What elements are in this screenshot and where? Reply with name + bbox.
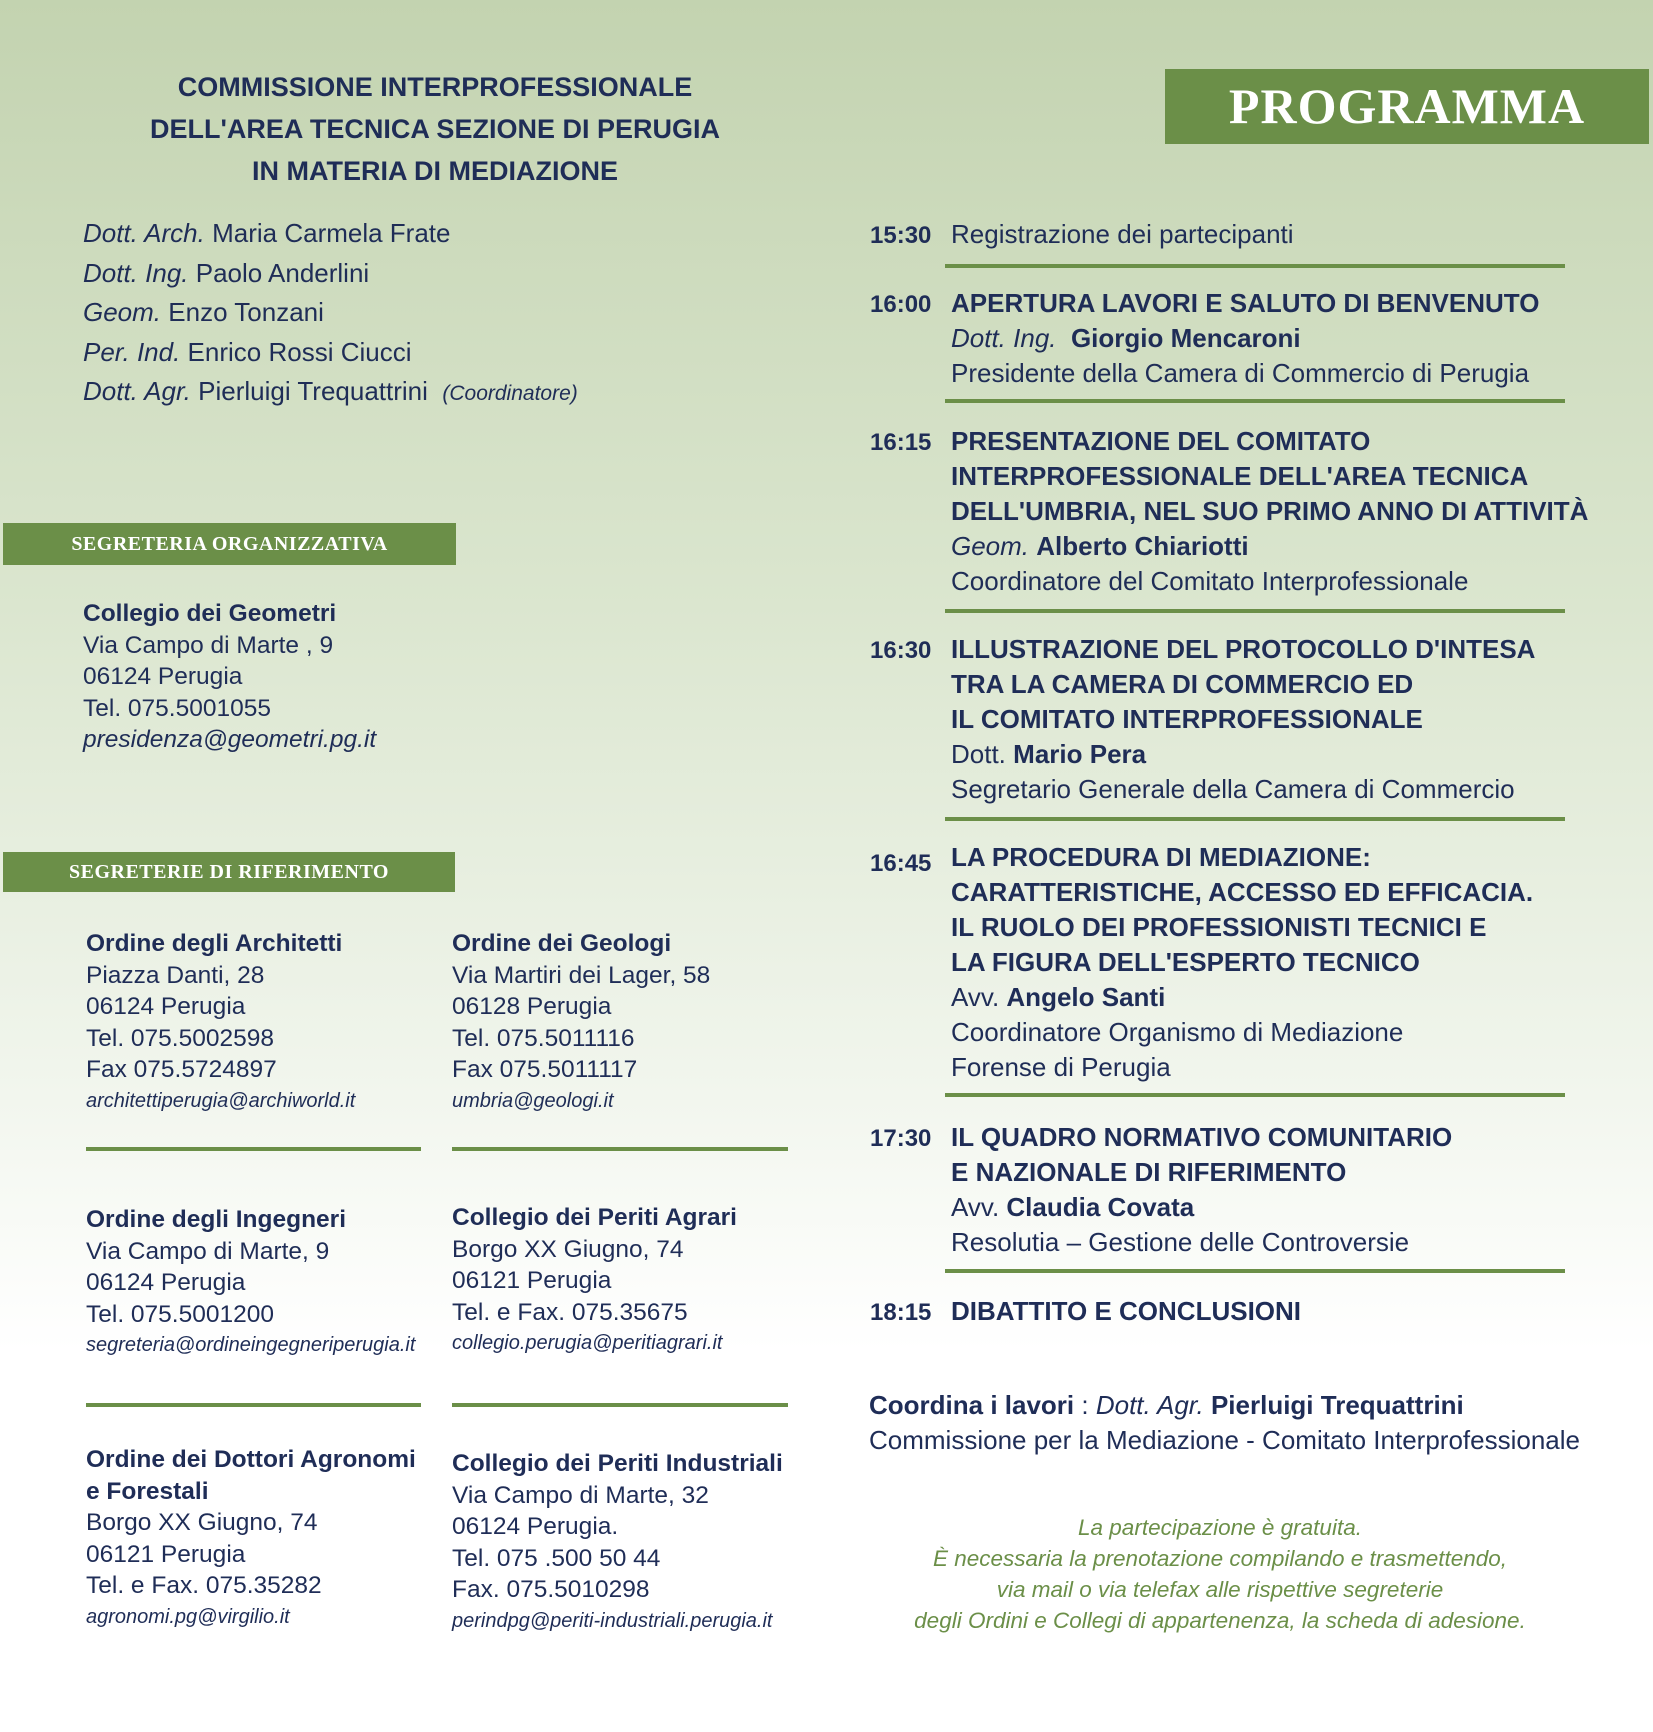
commission-title-line: DELL'AREA TECNICA SEZIONE DI PERUGIA xyxy=(150,114,720,144)
member-title: Geom. xyxy=(83,297,162,327)
commission-title-line: IN MATERIA DI MEDIAZIONE xyxy=(252,156,618,186)
agenda-speaker xyxy=(951,737,1535,772)
office-card-architetti xyxy=(86,928,355,1117)
commission-title xyxy=(130,66,740,192)
office-line: Tel. 075.5001200 xyxy=(86,1300,274,1328)
separator xyxy=(452,1147,788,1151)
agenda-speaker xyxy=(951,321,1539,356)
office-card-periti-industriali xyxy=(452,1448,783,1637)
agenda-item xyxy=(951,217,1294,252)
coordination-title: Dott. Agr. xyxy=(1095,1390,1204,1420)
speaker-title: Avv. xyxy=(951,1192,1000,1222)
speaker-role: Resolutia – Gestione delle Controversie xyxy=(951,1227,1410,1257)
member-row xyxy=(83,254,578,294)
segreterie-riferimento-heading: SEGRETERIE DI RIFERIMENTO xyxy=(3,852,455,892)
office-name: Ordine degli Ingegneri xyxy=(86,1206,347,1233)
agenda-item xyxy=(951,286,1539,391)
agenda-separator xyxy=(945,264,1565,268)
agenda-speaker xyxy=(951,980,1533,1015)
agenda-separator xyxy=(945,1093,1565,1097)
member-row xyxy=(83,372,578,414)
agenda-item xyxy=(951,1294,1301,1329)
commission-members xyxy=(83,214,578,414)
member-name: Maria Carmela Frate xyxy=(212,218,451,248)
coordination-line xyxy=(869,1388,1580,1423)
office-line: 06128 Perugia xyxy=(452,993,612,1020)
office-line: Borgo XX Giugno, 74 xyxy=(452,1235,684,1263)
coordination-label: Coordina i lavori xyxy=(869,1390,1075,1420)
agenda-title: CARATTERISTICHE, ACCESSO ED EFFICACIA. xyxy=(951,877,1534,907)
agenda-title: DELL'UMBRIA, NEL SUO PRIMO ANNO DI ATTIVITÀ xyxy=(951,496,1589,526)
agenda-item xyxy=(951,632,1535,807)
office-line: 06124 Perugia xyxy=(86,1269,246,1296)
speaker-title: Avv. xyxy=(951,982,1000,1012)
office-line: Fax. 075.5010298 xyxy=(452,1576,650,1603)
office-name: Ordine dei Geologi xyxy=(452,930,672,957)
office-line: Tel. e Fax. 075.35675 xyxy=(452,1298,688,1326)
office-line: Tel. 075 .500 50 44 xyxy=(452,1544,661,1572)
separator xyxy=(452,1403,788,1407)
office-line: Tel. 075.5002598 xyxy=(86,1024,274,1052)
office-line: Borgo XX Giugno, 74 xyxy=(86,1509,318,1536)
office-line: 06124 Perugia. xyxy=(452,1513,619,1540)
member-row xyxy=(83,333,578,373)
office-email[interactable]: perindpg@periti-industriali.perugia.it xyxy=(452,1609,773,1632)
note-line: via mail o via telefax alle rispettive segreterie xyxy=(996,1577,1444,1602)
agenda-time: 16:15 xyxy=(870,429,932,456)
speaker-title: Geom. xyxy=(951,531,1030,561)
segreteria-organizzativa-heading: SEGRETERIA ORGANIZZATIVA xyxy=(3,523,456,565)
member-name: Enzo Tonzani xyxy=(168,297,324,327)
office-card-geologi xyxy=(452,928,710,1117)
office-card-agronomi xyxy=(86,1444,416,1633)
speaker-name: Mario Pera xyxy=(1013,739,1147,769)
office-line: Fax 075.5724897 xyxy=(86,1056,277,1083)
office-name: Collegio dei Periti Agrari xyxy=(452,1204,737,1231)
segreteria-organizzativa-address xyxy=(83,598,376,756)
member-title: Per. Ind. xyxy=(83,336,181,367)
commission-title-line: COMMISSIONE INTERPROFESSIONALE xyxy=(177,72,693,102)
agenda-separator xyxy=(945,817,1565,821)
office-line: Tel. e Fax. 075.35282 xyxy=(86,1572,322,1599)
agenda-title: ILLUSTRAZIONE DEL PROTOCOLLO D'INTESA xyxy=(951,634,1536,664)
agenda-time: 16:00 xyxy=(870,291,932,318)
note-line: degli Ordini e Collegi di appartenenza, la scheda di adesione. xyxy=(914,1608,1526,1633)
office-line: Via Campo di Marte, 9 xyxy=(86,1237,330,1265)
member-name: Pierluigi Trequattrini xyxy=(198,376,428,406)
office-email[interactable]: collegio.perugia@peritiagrari.it xyxy=(452,1332,723,1354)
office-line: 06121 Perugia xyxy=(86,1540,246,1568)
speaker-role: Segretario Generale della Camera di Commercio xyxy=(951,774,1515,804)
member-name: Enrico Rossi Ciucci xyxy=(187,336,412,367)
office-line: Via Campo di Marte, 32 xyxy=(452,1481,709,1509)
agenda-title: DIBATTITO E CONCLUSIONI xyxy=(951,1296,1302,1326)
member-title: Dott. Arch. xyxy=(83,218,205,248)
agenda-separator xyxy=(945,1269,1565,1273)
speaker-name: Claudia Covata xyxy=(1006,1192,1195,1222)
separator xyxy=(86,1403,421,1407)
office-line: 06124 Perugia xyxy=(86,993,246,1020)
coordination-org: Commissione per la Mediazione - Comitato Interprofessionale xyxy=(869,1425,1580,1455)
agenda-item xyxy=(951,1120,1452,1260)
office-line: Fax 075.5011117 xyxy=(452,1056,638,1083)
office-email[interactable]: agronomi.pg@virgilio.it xyxy=(86,1605,290,1628)
speaker-role: Coordinatore del Comitato Interprofessionale xyxy=(951,566,1469,596)
participation-note xyxy=(870,1512,1570,1636)
agenda-separator xyxy=(945,609,1565,613)
member-title: Dott. Ing. xyxy=(83,257,189,288)
agenda-title: E NAZIONALE DI RIFERIMENTO xyxy=(951,1157,1347,1187)
speaker-title: Dott. xyxy=(951,739,1006,769)
office-name: Collegio dei Geometri xyxy=(83,600,337,627)
member-name: Paolo Anderlini xyxy=(195,257,370,288)
agenda-title: TRA LA CAMERA DI COMMERCIO ED xyxy=(951,669,1414,699)
speaker-name: Angelo Santi xyxy=(1006,982,1166,1012)
office-email[interactable]: architettiperugia@archiworld.it xyxy=(86,1089,356,1112)
agenda-speaker xyxy=(951,1190,1452,1225)
agenda-title: INTERPROFESSIONALE DELL'AREA TECNICA xyxy=(951,461,1529,491)
speaker-role: Forense di Perugia xyxy=(951,1052,1171,1082)
agenda-time: 17:30 xyxy=(870,1125,932,1152)
member-row xyxy=(83,214,578,254)
office-email[interactable]: umbria@geologi.it xyxy=(452,1089,614,1112)
separator xyxy=(86,1147,421,1151)
agenda-title: IL QUADRO NORMATIVO COMUNITARIO xyxy=(951,1122,1453,1152)
office-phone: Tel. 075.5001055 xyxy=(83,694,271,722)
note-line: La partecipazione è gratuita. xyxy=(1078,1515,1362,1540)
speaker-name: Giorgio Mencaroni xyxy=(1070,323,1301,353)
office-card-ingegneri xyxy=(86,1204,415,1362)
agenda-time: 16:30 xyxy=(870,637,932,664)
agenda-time: 18:15 xyxy=(870,1299,932,1326)
office-card-periti-agrari xyxy=(452,1202,737,1360)
office-street: Via Campo di Marte , 9 xyxy=(83,631,334,659)
office-line: Via Martiri dei Lager, 58 xyxy=(452,961,711,989)
agenda-text: Registrazione dei partecipanti xyxy=(951,219,1294,249)
agenda-title: IL COMITATO INTERPROFESSIONALE xyxy=(951,704,1423,734)
agenda-item xyxy=(951,424,1588,599)
office-line: Tel. 075.5011116 xyxy=(452,1024,635,1052)
agenda-title: IL RUOLO DEI PROFESSIONISTI TECNICI E xyxy=(951,912,1487,942)
agenda-title: APERTURA LAVORI E SALUTO DI BENVENUTO xyxy=(951,288,1540,318)
member-note: (Coordinatore) xyxy=(442,382,578,405)
office-name: Collegio dei Periti Industriali xyxy=(452,1450,783,1477)
agenda-title: LA FIGURA DELL'ESPERTO TECNICO xyxy=(951,947,1420,977)
office-name: e Forestali xyxy=(86,1477,209,1505)
office-name: Ordine dei Dottori Agronomi xyxy=(86,1446,416,1473)
office-name: Ordine degli Architetti xyxy=(86,930,343,957)
office-line: 06121 Perugia xyxy=(452,1267,612,1294)
agenda-time: 15:30 xyxy=(870,222,932,249)
member-title: Dott. Agr. xyxy=(83,376,191,406)
agenda-time: 16:45 xyxy=(870,850,932,877)
office-email[interactable]: presidenza@geometri.pg.it xyxy=(83,726,377,753)
programma-heading: PROGRAMMA xyxy=(1165,69,1649,144)
speaker-title: Dott. Ing. xyxy=(951,323,1057,353)
coordination xyxy=(869,1388,1580,1458)
agenda-separator xyxy=(945,399,1565,403)
agenda-title: PRESENTAZIONE DEL COMITATO xyxy=(951,426,1371,456)
agenda-title: LA PROCEDURA DI MEDIAZIONE: xyxy=(951,842,1371,872)
agenda-speaker xyxy=(951,529,1588,564)
speaker-name: Alberto Chiariotti xyxy=(1036,531,1249,561)
coordination-name: Pierluigi Trequattrini xyxy=(1210,1390,1464,1420)
speaker-role: Presidente della Camera di Commercio di Perugia xyxy=(951,358,1530,388)
speaker-role: Coordinatore Organismo di Mediazione xyxy=(951,1017,1404,1047)
agenda-item xyxy=(951,840,1533,1085)
note-line: È necessaria la prenotazione compilando e trasmettendo, xyxy=(932,1546,1508,1571)
member-row xyxy=(83,293,578,333)
office-city: 06124 Perugia xyxy=(83,663,243,690)
office-email[interactable]: segreteria@ordineingegneriperugia.it xyxy=(86,1334,416,1356)
coordination-sep: : xyxy=(1074,1390,1096,1420)
office-line: Piazza Danti, 28 xyxy=(86,961,265,989)
